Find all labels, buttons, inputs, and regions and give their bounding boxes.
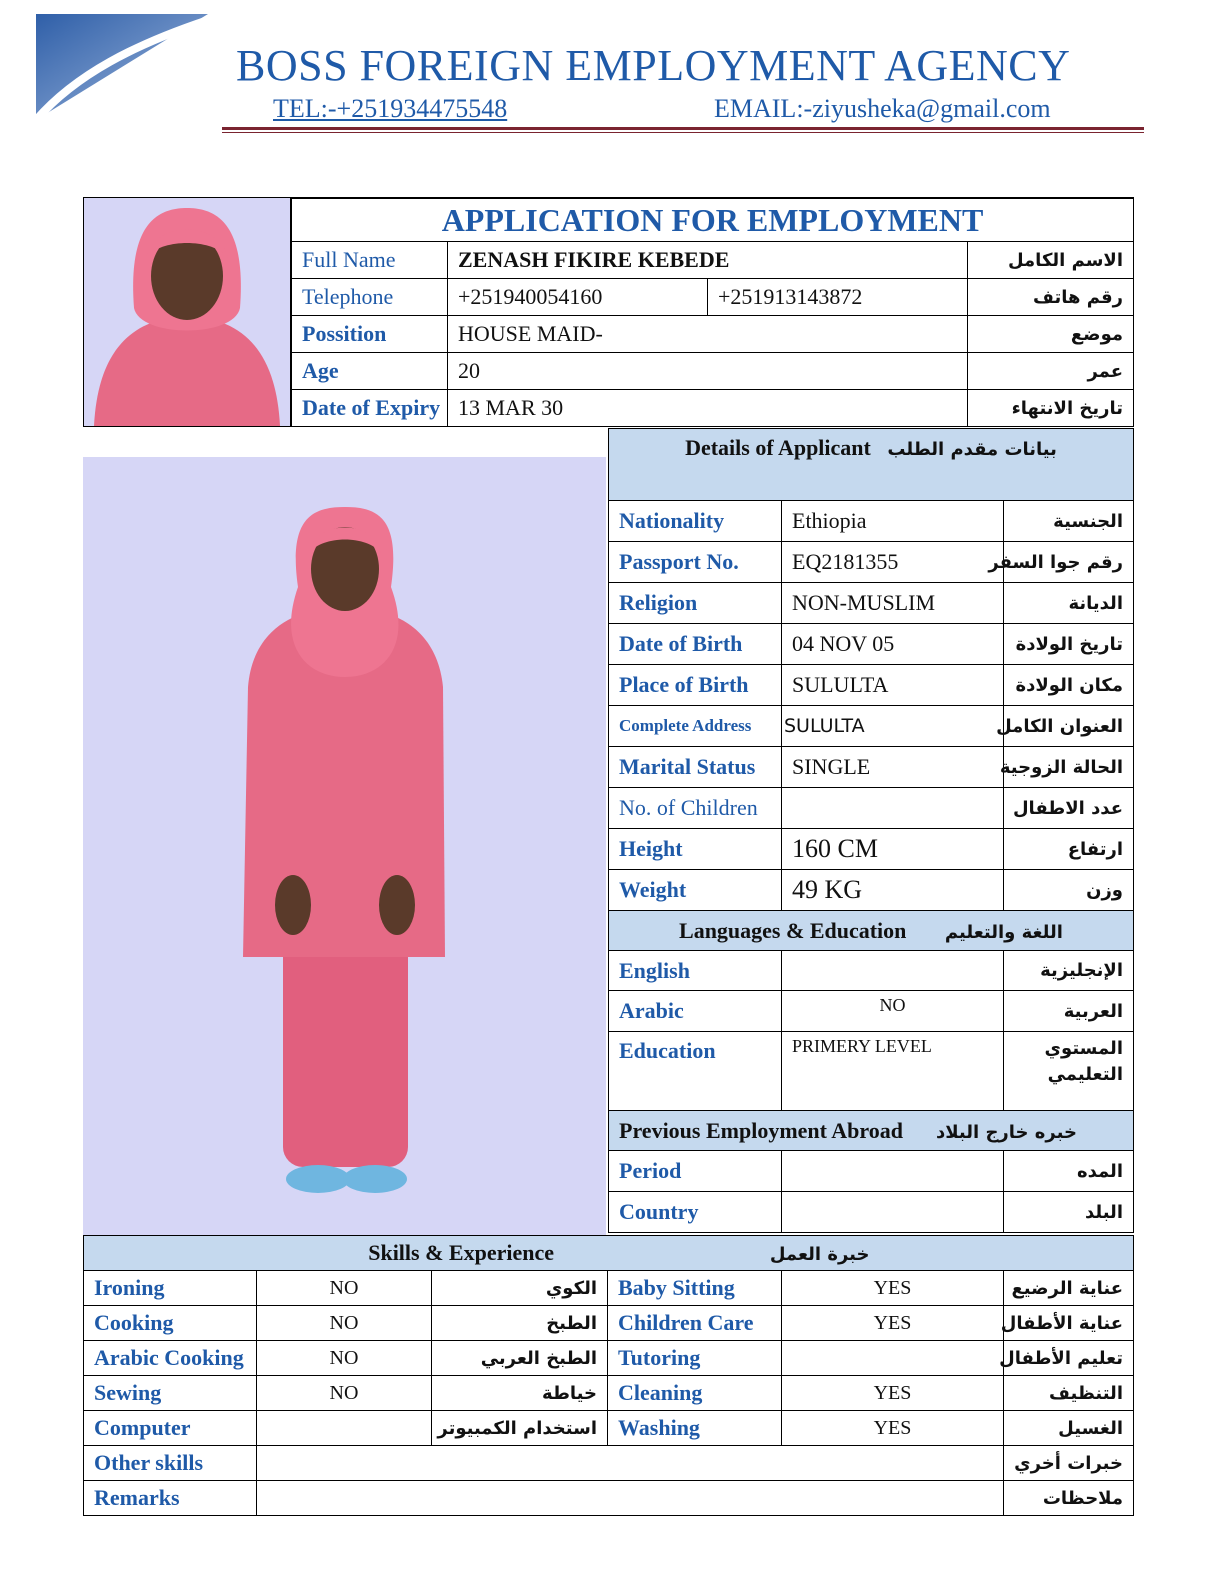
country-ar: البلد — [1004, 1192, 1134, 1233]
skill-right-ar: عناية الأطفال — [1004, 1306, 1134, 1341]
detail-label: No. of Children — [609, 788, 782, 829]
detail-value: 160 CM — [782, 829, 1004, 870]
details-header-en: Details of Applicant — [685, 435, 871, 460]
position-ar: موضع — [968, 316, 1134, 353]
other-skills-value — [257, 1446, 1004, 1481]
skill-right-label: Washing — [608, 1411, 782, 1446]
languages-header — [609, 911, 1134, 951]
skill-left-label: Ironing — [84, 1271, 257, 1306]
detail-label: Complete Address — [609, 706, 782, 747]
english-value — [782, 951, 1004, 991]
position-value: HOUSE MAID- — [448, 316, 968, 353]
age-value: 20 — [448, 353, 968, 390]
english-ar: الإنجليزية — [1004, 951, 1134, 991]
other-skills-ar: خبرات أخري — [1004, 1446, 1134, 1481]
skill-left-ar: الطبخ — [432, 1306, 608, 1341]
period-value — [782, 1151, 1004, 1192]
details-row — [609, 747, 1134, 788]
details-row — [609, 665, 1134, 706]
agency-email[interactable]: EMAIL:-ziyusheka@gmail.com — [714, 94, 1051, 123]
skill-left-ar: الكوي — [432, 1271, 608, 1306]
skills-table — [83, 1235, 1134, 1516]
skill-left-value: NO — [257, 1271, 432, 1306]
remarks-label: Remarks — [84, 1481, 257, 1516]
applicant-full-body-photo — [83, 457, 606, 1235]
position-label: Possition — [292, 316, 448, 353]
skills-row — [84, 1271, 1134, 1306]
details-row — [609, 788, 1134, 829]
languages-header-en: Languages & Education — [679, 917, 907, 943]
arabic-ar: العربية — [1004, 991, 1134, 1032]
full-name-ar: الاسم الكامل — [968, 242, 1134, 279]
skills-row — [84, 1306, 1134, 1341]
detail-ar: الديانة — [1004, 583, 1134, 624]
previous-header — [609, 1111, 1134, 1151]
telephone-value-2: +251913143872 — [708, 279, 968, 316]
skill-right-label: Tutoring — [608, 1341, 782, 1376]
education-ar: المستوي التعليمي — [1004, 1032, 1134, 1111]
telephone-value-1: +251940054160 — [448, 279, 708, 316]
arabic-value: NO — [782, 991, 1004, 1032]
skills-rows — [84, 1271, 1134, 1446]
skills-header-en: Skills & Experience — [368, 1240, 554, 1265]
detail-value: SULULTA — [782, 706, 1004, 747]
previous-header-ar: خبره خارج البلاد — [936, 1121, 1077, 1143]
detail-label: Nationality — [609, 501, 782, 542]
skill-right-ar: الغسيل — [1004, 1411, 1134, 1446]
remarks-ar: ملاحظات — [1004, 1481, 1134, 1516]
details-rows — [609, 501, 1134, 911]
detail-label: Religion — [609, 583, 782, 624]
skill-left-ar: استخدام الكمبيوتر — [432, 1411, 608, 1446]
detail-label: Place of Birth — [609, 665, 782, 706]
english-label: English — [609, 951, 782, 991]
other-skills-label: Other skills — [84, 1446, 257, 1481]
detail-value: Ethiopia — [782, 501, 1004, 542]
detail-label: Passport No. — [609, 542, 782, 583]
telephone-ar: رقم هاتف — [968, 279, 1134, 316]
details-row — [609, 624, 1134, 665]
telephone-label: Telephone — [292, 279, 448, 316]
skill-left-value: NO — [257, 1306, 432, 1341]
applicant-portrait-photo — [83, 197, 291, 427]
detail-value: NON-MUSLIM — [782, 583, 1004, 624]
previous-header-en: Previous Employment Abroad — [619, 1117, 903, 1143]
skills-row — [84, 1341, 1134, 1376]
skill-left-ar: خياطة — [432, 1376, 608, 1411]
detail-ar: تاريخ الولادة — [1004, 624, 1134, 665]
detail-value — [782, 788, 1004, 829]
expiry-label: Date of Expiry — [292, 390, 448, 427]
details-row — [609, 706, 1134, 747]
skills-header — [84, 1236, 1134, 1271]
detail-label: Marital Status — [609, 747, 782, 788]
detail-value: SINGLE — [782, 747, 1004, 788]
skill-left-value — [257, 1411, 432, 1446]
details-row — [609, 501, 1134, 542]
detail-label: Weight — [609, 870, 782, 911]
detail-label: Date of Birth — [609, 624, 782, 665]
details-row — [609, 542, 1134, 583]
detail-ar: الحالة الزوجية — [1004, 747, 1134, 788]
skill-left-value: NO — [257, 1376, 432, 1411]
header-rule — [222, 127, 1144, 130]
skill-left-label: Arabic Cooking — [84, 1341, 257, 1376]
full-name-value: ZENASH FIKIRE KEBEDE — [448, 242, 968, 279]
expiry-ar: تاريخ الانتهاء — [968, 390, 1134, 427]
period-label: Period — [609, 1151, 782, 1192]
country-value — [782, 1192, 1004, 1233]
detail-label: Height — [609, 829, 782, 870]
detail-ar: الجنسية — [1004, 501, 1134, 542]
education-value: PRIMERY LEVEL — [782, 1032, 1004, 1111]
details-row — [609, 829, 1134, 870]
detail-ar: مكان الولادة — [1004, 665, 1134, 706]
skill-right-ar: تعليم الأطفال — [1004, 1341, 1134, 1376]
details-header — [609, 429, 1134, 501]
agency-logo — [36, 14, 208, 120]
expiry-value: 13 MAR 30 — [448, 390, 968, 427]
detail-value: 49 KG — [782, 870, 1004, 911]
education-label: Education — [609, 1032, 782, 1111]
skill-right-value: YES — [782, 1376, 1004, 1411]
skill-right-value: YES — [782, 1271, 1004, 1306]
skill-right-ar: عناية الرضيع — [1004, 1271, 1134, 1306]
arabic-label: Arabic — [609, 991, 782, 1032]
skills-header-ar: خبرة العمل — [769, 1244, 870, 1265]
period-ar: المده — [1004, 1151, 1134, 1192]
age-label: Age — [292, 353, 448, 390]
detail-value: EQ2181355 — [782, 542, 1004, 583]
detail-ar: رقم جوا السفر — [1004, 542, 1134, 583]
skills-row — [84, 1411, 1134, 1446]
details-row — [609, 583, 1134, 624]
detail-value: 04 NOV 05 — [782, 624, 1004, 665]
skill-left-label: Cooking — [84, 1306, 257, 1341]
skill-right-value: YES — [782, 1411, 1004, 1446]
skill-left-ar: الطبخ العربي — [432, 1341, 608, 1376]
languages-header-ar: اللغة والتعليم — [944, 921, 1063, 943]
agency-telephone[interactable]: TEL:-+251934475548 — [273, 94, 508, 123]
full-name-label: Full Name — [292, 242, 448, 279]
skill-right-ar: التنظيف — [1004, 1376, 1134, 1411]
skill-left-value: NO — [257, 1341, 432, 1376]
country-label: Country — [609, 1192, 782, 1233]
agency-name: BOSS FOREIGN EMPLOYMENT AGENCY — [236, 41, 1071, 90]
skill-right-value — [782, 1341, 1004, 1376]
detail-ar: العنوان الكامل — [1004, 706, 1134, 747]
header-rule-thin — [222, 132, 1144, 133]
application-header-table — [291, 197, 1134, 427]
skill-right-value: YES — [782, 1306, 1004, 1341]
skill-left-label: Sewing — [84, 1376, 257, 1411]
details-row — [609, 870, 1134, 911]
skill-right-label: Baby Sitting — [608, 1271, 782, 1306]
remarks-value — [257, 1481, 1004, 1516]
skill-right-label: Cleaning — [608, 1376, 782, 1411]
detail-ar: وزن — [1004, 870, 1134, 911]
form-title: APPLICATION FOR EMPLOYMENT — [292, 198, 1134, 242]
details-header-ar: بيانات مقدم الطلب — [887, 439, 1057, 460]
age-ar: عمر — [968, 353, 1134, 390]
skill-right-label: Children Care — [608, 1306, 782, 1341]
skill-left-label: Computer — [84, 1411, 257, 1446]
detail-ar: ارتفاع — [1004, 829, 1134, 870]
details-table — [608, 428, 1134, 1233]
skills-row — [84, 1376, 1134, 1411]
detail-value: SULULTA — [782, 665, 1004, 706]
detail-ar: عدد الاطفال — [1004, 788, 1134, 829]
